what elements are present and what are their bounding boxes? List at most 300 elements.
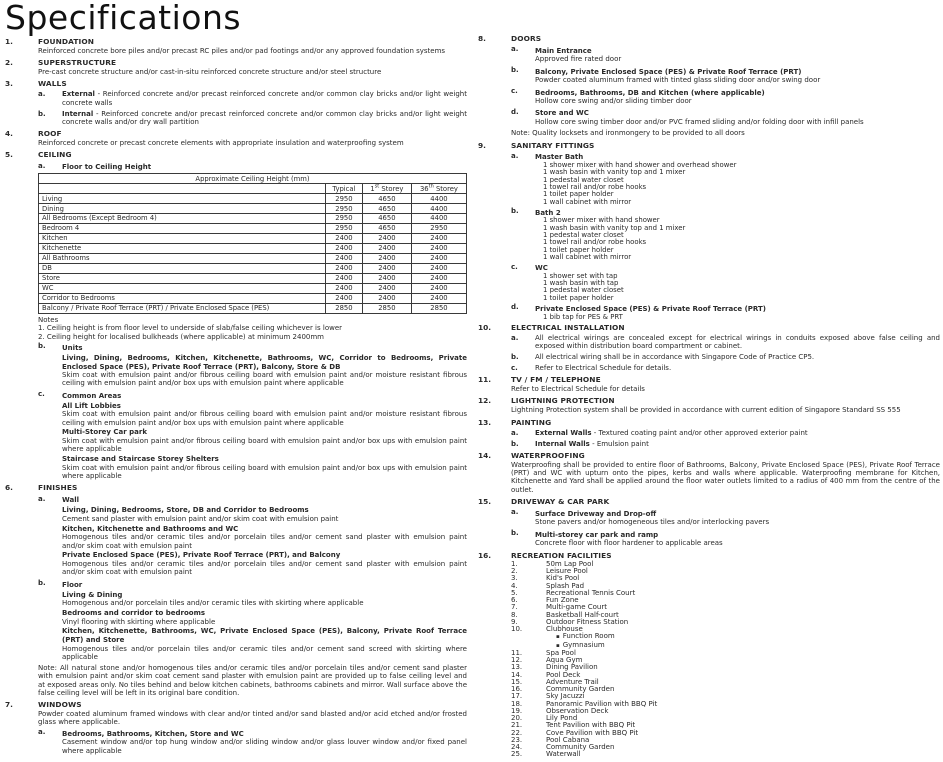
sub-heading: Private Enclosed Space (PES) & Private Roof Terrace (PRT) — [535, 304, 766, 313]
section-superstructure — [5, 59, 467, 77]
list-item-number: 14. — [511, 670, 523, 679]
list-item-text: Lily Pond — [546, 714, 578, 723]
sub-item-letter: c. — [38, 390, 45, 399]
paragraph — [62, 110, 467, 127]
list-item-number: 16. — [511, 685, 523, 694]
sub-item-letter: a. — [511, 508, 519, 517]
fitting-line: 1 bib tap for PES & PRT — [543, 312, 623, 321]
lead-text: - Textured coating paint and/or other approved exterior paint — [591, 428, 808, 437]
sub-heading: Store and WC — [535, 109, 589, 118]
section-body — [38, 38, 467, 56]
list-item-number: 18. — [511, 699, 523, 708]
ordinal-suffix: st — [374, 183, 380, 190]
list-item-number: 11. — [511, 648, 523, 657]
list-item-text: Multi-game Court — [546, 603, 607, 612]
paragraph: Casement window and/or top hung window and/or sliding window and/or glass louver window and/or fixed panel where applicable — [62, 738, 467, 755]
section-foundation — [5, 38, 467, 56]
list-bullet-text: Function Room — [562, 632, 615, 641]
sub-item — [38, 90, 467, 108]
bullet-icon: ▪ — [556, 634, 560, 641]
paragraph: Skim coat with emulsion paint and/or fibrous ceiling board with emulsion paint and/or moisture resistant fibrous ceiling with emulsion paint and/or box ups with emulsion paint where applicable — [62, 410, 467, 427]
section-heading: LIGHTNING PROTECTION — [511, 396, 615, 406]
lead-label: Internal — [62, 109, 94, 118]
fitting-line: 1 toilet paper holder — [543, 293, 614, 302]
sub-item — [38, 110, 467, 128]
section-body — [38, 130, 467, 148]
section-heading: SANITARY FITTINGS — [511, 140, 595, 150]
sub-item — [511, 207, 940, 261]
list-bullet-item — [546, 633, 940, 641]
list-item-text: Clubhouse — [546, 625, 583, 634]
sub-item-content — [62, 728, 467, 756]
paragraph: Homogenous tiles and/or porcelain tiles and/or ceramic tiles and/or cement sand screed with skirting where applicable — [62, 644, 467, 661]
height-value-cell: 2400 — [411, 293, 466, 303]
fitting-line: 1 shower set with tap — [543, 271, 618, 280]
section-number: 4. — [5, 129, 13, 139]
paragraph: Refer to Electrical Schedule for details. — [535, 364, 672, 373]
list-item-text: Waterwall — [546, 750, 581, 759]
sub-item — [511, 152, 940, 206]
lead-text: - Reinforced concrete and/or precast reinforced concrete and/or common clay bricks and/or light weight concrete walls and/or dry wall partition — [62, 109, 467, 126]
sub-item — [511, 87, 940, 106]
note-paragraph: Note: Quality locksets and ironmongery to be provided to all doors — [511, 129, 745, 138]
sub-item-letter: a. — [38, 494, 46, 503]
lead-text: - Emulsion paint — [589, 439, 649, 448]
section-number: 15. — [478, 496, 492, 506]
sub-heading: Common Areas — [62, 391, 122, 400]
room-name-cell: DB — [39, 264, 326, 274]
sub-item-letter: a. — [511, 45, 519, 54]
sub-item-content — [535, 353, 940, 362]
list-item-number: 23. — [511, 735, 523, 744]
section-body — [511, 35, 940, 139]
height-value-cell: 2950 — [411, 224, 466, 234]
sub-item-letter: d. — [511, 107, 519, 116]
sub-heading: Private Enclosed Space (PES), Private Roof Terrace (PRT), and Balcony — [62, 551, 341, 560]
sub-item-content — [62, 579, 467, 662]
list-item-number — [511, 633, 546, 641]
fitting-line: 1 pedestal water closet — [543, 175, 624, 184]
section-body — [38, 80, 467, 127]
section-number: 13. — [478, 417, 492, 427]
sub-item — [511, 529, 940, 548]
sub-item-content — [62, 162, 467, 172]
section-recreation-facilities — [478, 552, 940, 759]
sub-heading: Kitchen, Kitchenette, Bathrooms, WC, Private Enclosed Space (PES), Balcony, Private Roof Terrace (PRT) and Store — [62, 627, 467, 644]
fitting-line: 1 wall cabinet with mirror — [543, 197, 632, 206]
list-item-text: Adventure Trail — [546, 677, 599, 686]
fitting-line: 1 towel rail and/or robe hooks — [543, 238, 647, 247]
sub-item — [511, 66, 940, 85]
section-body — [511, 419, 940, 449]
fitting-line: 1 wash basin with vanity top and 1 mixer — [543, 223, 686, 232]
sub-item-letter: b. — [511, 207, 519, 216]
sub-item-content — [535, 303, 940, 320]
section-number: 5. — [5, 150, 13, 160]
fitting-line: 1 wall cabinet with mirror — [543, 252, 632, 261]
section-number: 14. — [478, 450, 492, 460]
section-heading: PAINTING — [511, 417, 552, 427]
sub-item-content — [535, 529, 940, 548]
section-number: 2. — [5, 58, 13, 68]
paragraph: Cement sand plaster with emulsion paint and/or skim coat with emulsion paint — [62, 514, 339, 523]
list-item-text: Spa Pool — [546, 648, 576, 657]
list-item-number: 2. — [511, 567, 518, 576]
sub-heading: Bath 2 — [535, 208, 561, 217]
sub-item-content — [535, 66, 940, 85]
section-tv-fm-telephone — [478, 376, 940, 394]
sub-item-content — [535, 429, 940, 438]
section-heading: DRIVEWAY & CAR PARK — [511, 496, 610, 506]
height-value-cell: 2400 — [325, 244, 362, 254]
height-value-cell: 4400 — [411, 204, 466, 214]
height-value-cell: 4650 — [362, 224, 411, 234]
sub-heading: Wall — [62, 496, 79, 505]
room-name-cell: All Bathrooms — [39, 254, 326, 264]
paragraph: Powder coated aluminum framed with tinted glass sliding door and/or swing door — [535, 76, 821, 85]
sub-item-content — [535, 440, 940, 449]
sub-item-content — [535, 263, 940, 302]
section-heading: TV / FM / TELEPHONE — [511, 375, 601, 385]
section-number: 9. — [478, 140, 486, 150]
paragraph: Reinforced concrete or precast concrete elements with appropriate insulation and waterproofing system — [38, 138, 404, 147]
sub-item-letter: a. — [38, 728, 46, 737]
sub-item-letter: a. — [511, 151, 519, 160]
section-finishes — [5, 484, 467, 698]
height-value-cell: 4400 — [411, 214, 466, 224]
section-heading: ROOF — [38, 129, 62, 139]
room-name-cell: All Bedrooms (Except Bedroom 4) — [39, 214, 326, 224]
paragraph: Hollow core swing and/or sliding timber door — [535, 97, 692, 106]
height-value-cell: 2400 — [325, 234, 362, 244]
paragraph: Homogenous tiles and/or ceramic tiles and/or porcelain tiles and/or cement sand plaster with emulsion paint and/or skim coat with emulsion paint — [62, 559, 467, 577]
table-row — [39, 254, 467, 264]
section-heading: CEILING — [38, 150, 72, 160]
ordinal-suffix: th — [428, 183, 434, 190]
room-name-cell: Kitchenette — [39, 244, 326, 254]
section-waterproofing — [478, 452, 940, 495]
fitting-line: 1 shower mixer with hand shower and overhead shower — [543, 161, 737, 170]
height-value-cell: 2400 — [411, 234, 466, 244]
section-number: 7. — [5, 700, 13, 710]
sub-item — [38, 728, 467, 756]
page-title: Specifications — [5, 0, 242, 37]
list-item-text: Recreational Tennis Court — [546, 588, 636, 597]
table-row — [39, 264, 467, 274]
section-heading: WALLS — [38, 79, 67, 89]
left-sections — [5, 38, 467, 756]
sub-heading: Bedrooms, Bathrooms, Kitchen, Store and WC — [62, 729, 244, 738]
sub-item-letter: c. — [511, 364, 518, 373]
sub-heading: Floor to Ceiling Height — [62, 163, 152, 172]
sub-item-letter: d. — [511, 303, 519, 312]
paragraph: All electrical wiring shall be in accordance with Singapore Code of Practice CP5. — [535, 353, 815, 362]
fitting-line: 1 toilet paper holder — [543, 245, 614, 254]
sub-item-letter: b. — [38, 579, 46, 588]
paragraph: Pre-cast concrete structure and/or cast-in-situ reinforced concrete structure and/or steel structure — [38, 67, 382, 76]
sub-item — [38, 342, 467, 388]
section-driveway-car-park — [478, 498, 940, 549]
height-value-cell: 2400 — [411, 283, 466, 293]
height-value-cell: 2850 — [325, 303, 362, 313]
paragraph: All electrical wirings are concealed except for electrical wirings in conduits exposed above false ceiling and exposed within distribution board compartment or cabinet. — [535, 334, 940, 351]
height-value-cell: 2400 — [362, 244, 411, 254]
room-name-cell: Corridor to Bedrooms — [39, 293, 326, 303]
paragraph: Stone pavers and/or homogeneous tiles and/or interlocking pavers — [535, 518, 770, 527]
list-item-text: Tent Pavilion with BBQ Pit — [546, 721, 636, 730]
list-item-text: Cove Pavilion with BBQ Pit — [546, 728, 639, 737]
paragraph: Waterproofing shall be provided to entire floor of Bathrooms, Balcony, Private Enclosed Space (PES), Private Roof Terrace (PRT) and WC with upturn onto the pipes, kerbs and walls where applicable. Waterproofing membrane for Kitchen, Kitchenette and Yard shall be applied around the floor water outlets limited to a radius of 400 mm from the centre of the outlet. — [511, 460, 940, 494]
list-item-text: 50m Lap Pool — [546, 559, 594, 568]
height-value-cell: 2400 — [362, 274, 411, 284]
list-item-number: 24. — [511, 743, 523, 752]
paragraph — [535, 440, 940, 448]
room-name-cell: Living — [39, 194, 326, 204]
sub-item-letter: b. — [511, 439, 519, 448]
paragraph: Refer to Electrical Schedule for details — [511, 385, 645, 394]
list-item-text: Pool Deck — [546, 670, 581, 679]
sub-item — [511, 508, 940, 527]
sub-item-letter: c. — [511, 262, 518, 271]
list-item-text: Observation Deck — [546, 706, 609, 715]
height-value-cell: 2400 — [362, 293, 411, 303]
sub-heading: Floor — [62, 580, 83, 589]
list-item-number: 9. — [511, 617, 518, 626]
paragraph — [535, 429, 940, 437]
right-column — [478, 2, 940, 762]
section-body — [38, 701, 467, 756]
sub-heading: Bedrooms and corridor to bedrooms — [62, 609, 206, 617]
height-value-cell: 2400 — [325, 293, 362, 303]
paragraph: Homogenous and/or porcelain tiles and/or ceramic tiles with skirting where applicable — [62, 599, 364, 608]
list-item-number: 4. — [511, 581, 518, 590]
column-header — [39, 184, 326, 194]
section-heading: FINISHES — [38, 483, 78, 493]
height-value-cell: 2400 — [325, 274, 362, 284]
list-item-text: Kid's Pool — [546, 574, 580, 583]
sub-heading: WC — [535, 264, 548, 273]
paragraph: Vinyl flooring with skirting where applicable — [62, 617, 216, 626]
sub-heading: Units — [62, 343, 83, 352]
list-item-text: Fun Zone — [546, 596, 579, 605]
note-line: 2. Ceiling height for localised bulkheads (where applicable) at minimum 2400mm — [38, 332, 324, 341]
room-name-cell: Balcony / Private Roof Terrace (PRT) / Private Enclosed Space (PES) — [39, 303, 326, 313]
height-value-cell: 4650 — [362, 194, 411, 204]
paragraph: Approved fire rated door — [535, 55, 622, 64]
list-item — [511, 722, 940, 729]
room-name-cell: Bedroom 4 — [39, 224, 326, 234]
left-column — [5, 2, 467, 762]
list-item-text: Basketball Half-court — [546, 610, 619, 619]
sub-heading: Master Bath — [535, 153, 584, 162]
section-body — [511, 452, 940, 495]
list-item-text: Community Garden — [546, 685, 615, 694]
sub-item-content — [535, 207, 940, 261]
section-doors — [478, 35, 940, 139]
list-item-number: 13. — [511, 663, 523, 672]
section-body — [38, 151, 467, 481]
section-heading: SUPERSTRUCTURE — [38, 58, 117, 68]
section-heading: FOUNDATION — [38, 37, 95, 46]
list-item — [511, 715, 940, 722]
paragraph: Homogenous tiles and/or ceramic tiles and/or porcelain tiles and/or cement sand plaster with emulsion paint and/or skim coat with emulsion paint — [62, 533, 467, 550]
height-value-cell: 2400 — [362, 254, 411, 264]
list-item-number: 12. — [511, 656, 523, 665]
section-ceiling — [5, 151, 467, 481]
list-item-number: 3. — [511, 574, 518, 583]
list-item-text: Community Garden — [546, 743, 615, 752]
room-name-cell: WC — [39, 283, 326, 293]
sub-item — [511, 45, 940, 64]
sub-item-content — [62, 90, 467, 108]
table-row — [39, 244, 467, 254]
list-item-number: 5. — [511, 588, 518, 597]
facilities-list — [511, 561, 940, 759]
height-value-cell: 4650 — [362, 204, 411, 214]
height-value-cell: 2850 — [362, 303, 411, 313]
sub-heading: Balcony, Private Enclosed Space (PES) & Private Roof Terrace (PRT) — [535, 67, 802, 76]
section-body — [511, 498, 940, 549]
sub-item-content — [62, 495, 467, 578]
table-row — [39, 293, 467, 303]
section-walls — [5, 80, 467, 127]
list-item — [511, 751, 940, 758]
list-item-text: Outdoor Fitness Station — [546, 617, 629, 626]
sub-item — [511, 108, 940, 127]
ceiling-height-table — [38, 173, 467, 314]
sub-heading: All Lift Lobbies — [62, 401, 121, 410]
list-bullet-text: Gymnasium — [562, 640, 605, 649]
height-value-cell: 2850 — [411, 303, 466, 313]
room-name-cell: Store — [39, 274, 326, 284]
table-span-header: Approximate Ceiling Height (mm) — [39, 174, 467, 184]
section-heading: ELECTRICAL INSTALLATION — [511, 322, 625, 332]
sub-item-letter: a. — [511, 428, 519, 437]
sub-heading: Living, Dining, Bedrooms, Kitchen, Kitchenette, Bathrooms, WC, Corridor to Bedrooms, Private Enclosed Space (PES), Private Roof Terrace (PRT), Balcony, Store & DB — [62, 353, 467, 371]
height-value-cell: 2400 — [362, 234, 411, 244]
sub-item-content — [535, 45, 940, 64]
section-body — [511, 376, 940, 394]
lead-label: External Walls — [535, 428, 592, 437]
section-number: 3. — [5, 79, 13, 89]
sub-heading: Surface Driveway and Drop-off — [535, 509, 657, 518]
section-body — [511, 552, 940, 759]
section-number: 12. — [478, 396, 492, 406]
section-heading: WINDOWS — [38, 700, 82, 710]
column-header: Typical — [325, 184, 362, 194]
sub-item-letter: b. — [511, 353, 519, 362]
height-value-cell: 2400 — [411, 264, 466, 274]
section-body — [38, 59, 467, 77]
paragraph: Lightning Protection system shall be provided in accordance with current edition of Singapore Standard SS 555 — [511, 406, 901, 415]
fitting-line: 1 wash basin with vanity top and 1 mixer — [543, 168, 686, 177]
sub-item-letter: b. — [511, 66, 519, 75]
sub-item-content — [535, 364, 940, 373]
table-row — [39, 204, 467, 214]
section-roof — [5, 130, 467, 148]
section-painting — [478, 419, 940, 449]
note-line: Notes — [38, 315, 59, 324]
fitting-line: 1 shower mixer with hand shower — [543, 216, 660, 225]
fitting-line: 1 pedestal water closet — [543, 286, 624, 295]
height-value-cell: 2400 — [411, 254, 466, 264]
list-item-text: Pool Cabana — [546, 735, 590, 744]
sub-item — [511, 263, 940, 302]
section-body — [511, 324, 940, 373]
sub-heading: Multi-storey car park and ramp — [535, 530, 659, 539]
list-item-number: 20. — [511, 714, 523, 723]
list-item-text: Leisure Pool — [546, 567, 588, 576]
list-item-number: 6. — [511, 596, 518, 605]
height-value-cell: 2400 — [362, 264, 411, 274]
section-electrical-installation — [478, 324, 940, 373]
note-paragraph: Note: All natural stone and/or homogenous tiles and/or ceramic tiles and/or porcelain tiles and/or cement sand plaster with emulsion paint and/or skim coat cement sand plaster with emulsion paint are provided up to false ceiling level and at exposed areas only. No tiles behind and below kitchen cabinets, bathrooms cabinets and mirror. Wall surface above the false ceiling level will be left in its original bare condition. — [38, 664, 467, 698]
table-row — [39, 283, 467, 293]
sub-heading: Living & Dining — [62, 590, 123, 599]
height-value-cell: 2400 — [362, 283, 411, 293]
sub-item-letter: c. — [511, 87, 518, 96]
bullet-icon: ▪ — [556, 642, 560, 649]
sub-heading: Multi-Storey Car park — [62, 428, 147, 437]
list-item-number: 19. — [511, 706, 523, 715]
sub-item-letter: a. — [511, 334, 519, 343]
height-value-cell: 2950 — [325, 194, 362, 204]
paragraph: Reinforced concrete bore piles and/or precast RC piles and/or pad footings and/or any approved foundation systems — [38, 46, 446, 55]
section-number: 16. — [478, 550, 492, 560]
table-row — [39, 234, 467, 244]
list-item-text: Sky Jacuzzi — [546, 692, 585, 701]
paragraph: Skim coat with emulsion paint and/or fibrous ceiling board with emulsion paint and/or box ups with emulsion paint where applicable — [62, 463, 467, 481]
sub-item-content — [535, 508, 940, 527]
sub-item-letter: b. — [38, 109, 46, 118]
sub-item — [511, 334, 940, 352]
section-body — [511, 397, 940, 415]
sub-item-letter: a. — [38, 90, 46, 99]
table-row — [39, 274, 467, 284]
sub-heading: Living, Dining, Bedrooms, Store, DB and Corridor to Bedrooms — [62, 506, 309, 515]
list-item-number: 15. — [511, 677, 523, 686]
sub-item — [511, 364, 940, 373]
list-item-text: Aqua Gym — [546, 656, 583, 665]
list-item-number: 8. — [511, 610, 518, 619]
sub-item-content — [62, 342, 467, 388]
section-body — [511, 142, 940, 321]
sub-item-letter: b. — [511, 529, 519, 538]
height-value-cell: 4650 — [362, 214, 411, 224]
sub-heading: Staircase and Staircase Storey Shelters — [62, 455, 219, 464]
section-number: 10. — [478, 322, 492, 332]
room-name-cell: Dining — [39, 204, 326, 214]
sub-heading: Main Entrance — [535, 46, 592, 55]
height-value-cell: 2400 — [411, 274, 466, 284]
height-value-cell: 2400 — [325, 283, 362, 293]
sub-item — [511, 440, 940, 449]
table-span-header-row — [39, 174, 467, 184]
sub-item — [38, 162, 467, 172]
height-value-cell: 2400 — [325, 264, 362, 274]
sub-item — [511, 303, 940, 320]
section-heading: WATERPROOFING — [511, 450, 585, 460]
column-header: 1st Storey — [362, 184, 411, 194]
height-value-cell: 2950 — [325, 204, 362, 214]
table-row — [39, 214, 467, 224]
sub-item — [38, 495, 467, 578]
lead-label: Internal Walls — [535, 439, 590, 448]
list-item-number: 1. — [511, 559, 518, 568]
sub-item-content — [535, 334, 940, 352]
sub-heading: Kitchen, Kitchenette and Bathrooms and WC — [62, 524, 239, 533]
section-sanitary-fittings — [478, 142, 940, 321]
